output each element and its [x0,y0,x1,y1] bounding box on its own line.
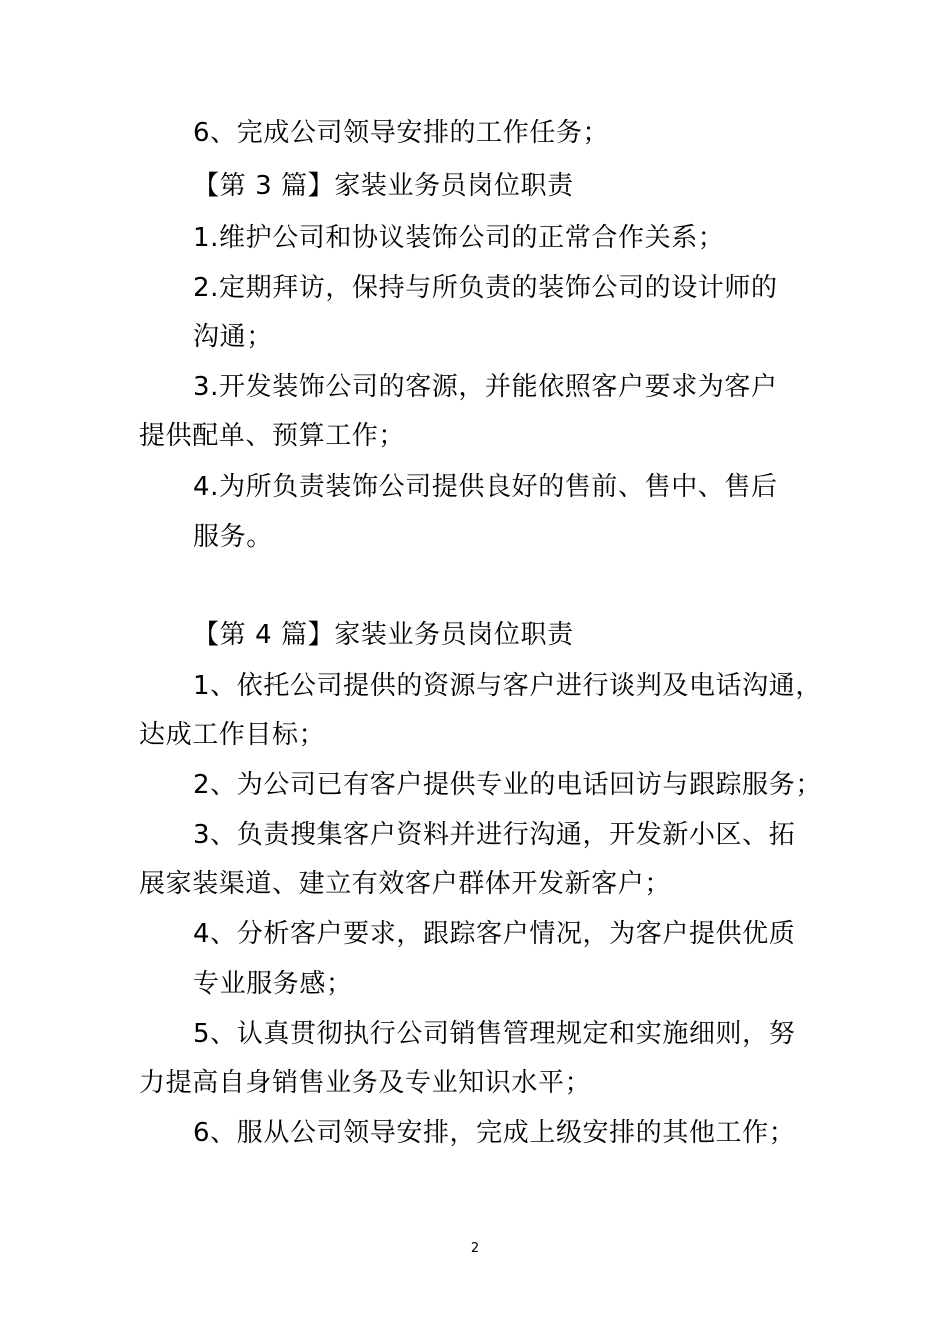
list-item-continuation: 沟通； [193,322,273,352]
page-number: 2 [470,1241,480,1256]
list-item: 5、认真贯彻执行公司销售管理规定和实施细则，努 [193,1019,796,1049]
section-heading: 【第 4 篇】家装业务员岗位职责 [193,620,574,650]
list-item-continuation: 达成工作目标； [139,720,326,750]
list-item: 1、依托公司提供的资源与客户进行谈判及电话沟通， [193,671,822,701]
list-item: 2.定期拜访，保持与所负责的装饰公司的设计师的 [193,273,778,303]
list-item-continuation: 服务。 [193,522,273,552]
list-item: 3.开发装饰公司的客源，并能依照客户要求为客户 [193,372,778,402]
list-item: 6、服从公司领导安排，完成上级安排的其他工作； [193,1118,796,1148]
list-item: 6、完成公司领导安排的工作任务； [193,118,610,148]
list-item-continuation: 力提高自身销售业务及专业知识水平； [139,1068,592,1098]
list-item: 2、为公司已有客户提供专业的电话回访与跟踪服务； [193,770,822,800]
list-item: 4.为所负责装饰公司提供良好的售前、售中、售后 [193,472,778,502]
list-item: 1.维护公司和协议装饰公司的正常合作关系； [193,223,725,253]
list-item-continuation: 专业服务感； [193,969,353,999]
section-heading: 【第 3 篇】家装业务员岗位职责 [193,171,574,201]
list-item-continuation: 展家装渠道、建立有效客户群体开发新客户； [139,869,672,899]
list-item-continuation: 提供配单、预算工作； [139,421,406,451]
list-item: 3、负责搜集客户资料并进行沟通，开发新小区、拓 [193,820,796,850]
list-item: 4、分析客户要求，跟踪客户情况，为客户提供优质 [193,919,796,949]
